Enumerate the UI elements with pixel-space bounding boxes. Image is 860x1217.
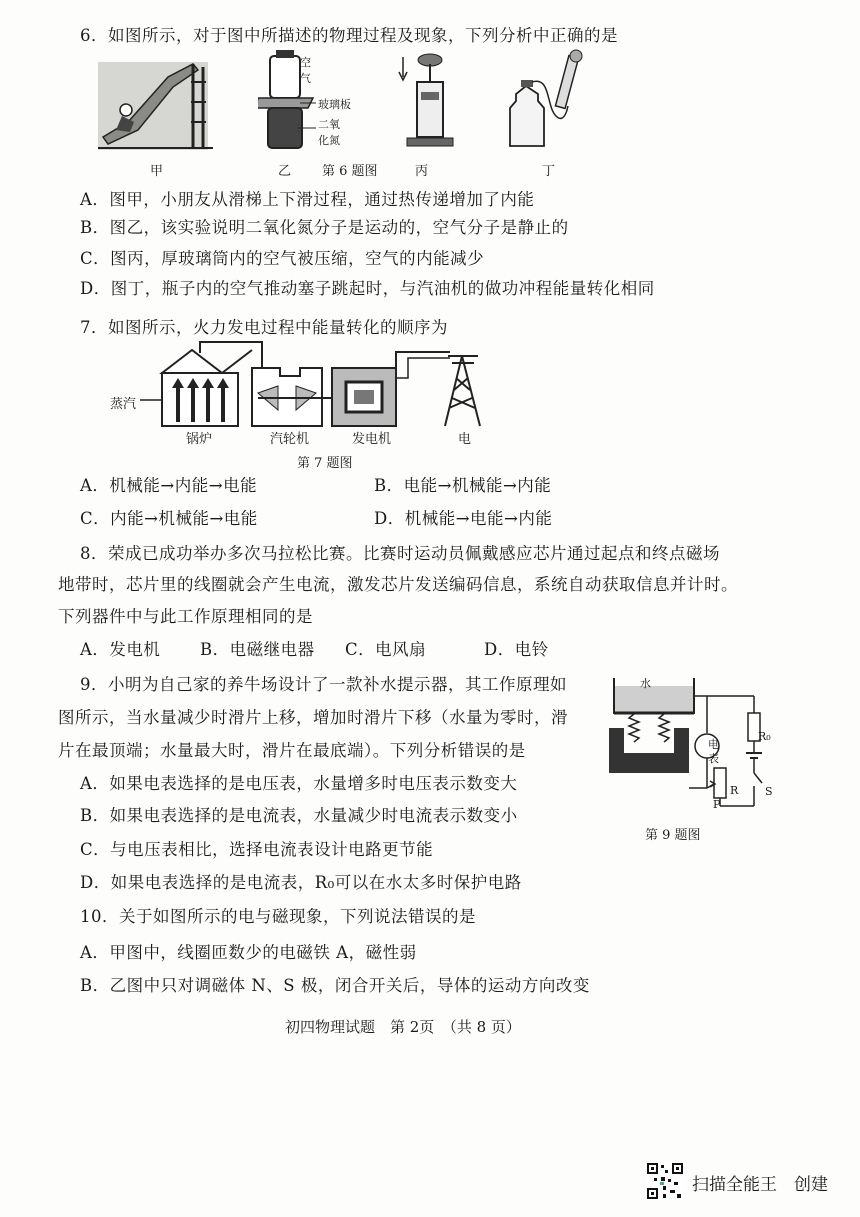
q8-option-a: A．发电机: [80, 640, 161, 659]
bottle-pump-figure: [496, 46, 596, 154]
slide-figure: [98, 52, 218, 152]
q9-option-b: B．如果电表选择的是电流表，水量减少时电流表示数变小: [80, 806, 518, 825]
q9-caption: 第 9 题图: [645, 828, 701, 843]
label-p: P: [713, 798, 721, 811]
q9-option-c: C．与电压表相比，选择电流表设计电路更节能: [80, 840, 434, 859]
scanner-watermark: 扫描全能王 创建: [692, 1175, 828, 1195]
label-r0: R₀: [758, 730, 771, 743]
q7-stem: 7．如图所示，火力发电过程中能量转化的顺序为: [80, 318, 448, 337]
q9-option-d: D．如果电表选择的是电流表，R₀可以在水太多时保护电路: [80, 873, 522, 892]
fig-label-jia: 甲: [150, 164, 164, 179]
q8-option-b: B．电磁继电器: [200, 640, 315, 659]
label-meter-2: 表: [708, 752, 719, 765]
compression-tube-figure: [395, 52, 465, 152]
q7-caption: 第 7 题图: [297, 456, 353, 471]
q6-option-d: D．图丁，瓶子内的空气推动塞子跳起时，与汽油机的做功冲程能量转化相同: [80, 279, 655, 298]
label-water: 水: [640, 677, 651, 690]
q10-option-b: B．乙图中只对调磁体 N、S 极，闭合开关后，导体的运动方向改变: [80, 976, 590, 995]
q9-option-a: A．如果电表选择的是电压表，水量增多时电压表示数变大: [80, 774, 518, 793]
fig-label-bing: 丙: [415, 164, 429, 179]
q10-option-a: A．甲图中，线圈匝数少的电磁铁 A，磁性弱: [80, 943, 417, 962]
q8-option-c: C．电风扇: [345, 640, 427, 659]
label-no2-2: 化氮: [318, 134, 340, 147]
q7-option-a: A．机械能→内能→电能: [80, 476, 258, 495]
q9-line3: 片在最顶端；水量最大时，滑片在最底端）。下列分析错误的是: [58, 741, 526, 760]
q9-line2: 图所示，当水量减少时滑片上移，增加时滑片下移（水量为零时，滑: [58, 708, 568, 727]
label-steam: 蒸汽: [110, 397, 137, 412]
q6-option-b: B．图乙，该实验说明二氧化氮分子是运动的，空气分子是静止的: [80, 218, 569, 237]
q7-option-b: B．电能→机械能→内能: [374, 476, 552, 495]
qr-code-icon: [646, 1162, 684, 1200]
power-plant-diagram: [100, 338, 520, 448]
label-electricity: 电: [458, 432, 472, 447]
label-kong: 空: [300, 56, 311, 69]
fig-label-ding: 丁: [542, 164, 556, 179]
label-qi: 气: [300, 72, 311, 85]
label-s: S: [765, 785, 773, 798]
q8-line2: 地带时，芯片里的线圈就会产生电流，激发芯片发送编码信息，系统自动获取信息并计时。: [58, 575, 738, 594]
label-meter-1: 电: [708, 738, 719, 751]
label-no2-1: 二氧: [318, 118, 340, 131]
page-footer: 初四物理试题 第 2页 （共 8 页）: [285, 1018, 521, 1036]
label-turbine: 汽轮机: [270, 432, 310, 447]
q9-line1: 9．小明为自己家的养牛场设计了一款补水提示器，其工作原理如: [80, 675, 567, 694]
q6-option-a: A．图甲，小朋友从滑梯上下滑过程，通过热传递增加了内能: [80, 190, 535, 209]
label-generator: 发电机: [352, 432, 392, 447]
label-boiler: 锅炉: [186, 432, 213, 447]
fig-label-yi: 乙: [278, 164, 292, 179]
q7-option-d: D．机械能→电能→内能: [374, 509, 553, 528]
q6-caption: 第 6 题图: [322, 164, 378, 179]
label-glass-plate: 玻璃板: [318, 98, 351, 111]
q7-option-c: C．内能→机械能→电能: [80, 509, 258, 528]
label-r: R: [730, 784, 739, 797]
q6-stem: 6．如图所示，对于图中所描述的物理过程及现象，下列分析中正确的是: [80, 26, 618, 45]
q10-stem: 10．关于如图所示的电与磁现象，下列说法错误的是: [80, 907, 476, 926]
q8-option-d: D．电铃: [484, 640, 549, 659]
q8-line3: 下列器件中与此工作原理相同的是: [58, 607, 313, 626]
water-level-circuit-figure: [604, 668, 784, 818]
q8-line1: 8．荣成已成功举办多次马拉松比赛。比赛时运动员佩戴感应芯片通过起点和终点磁场: [80, 544, 720, 563]
q6-option-c: C．图丙，厚玻璃筒内的空气被压缩，空气的内能减少: [80, 249, 485, 268]
gas-diffusion-figure: [258, 48, 368, 153]
